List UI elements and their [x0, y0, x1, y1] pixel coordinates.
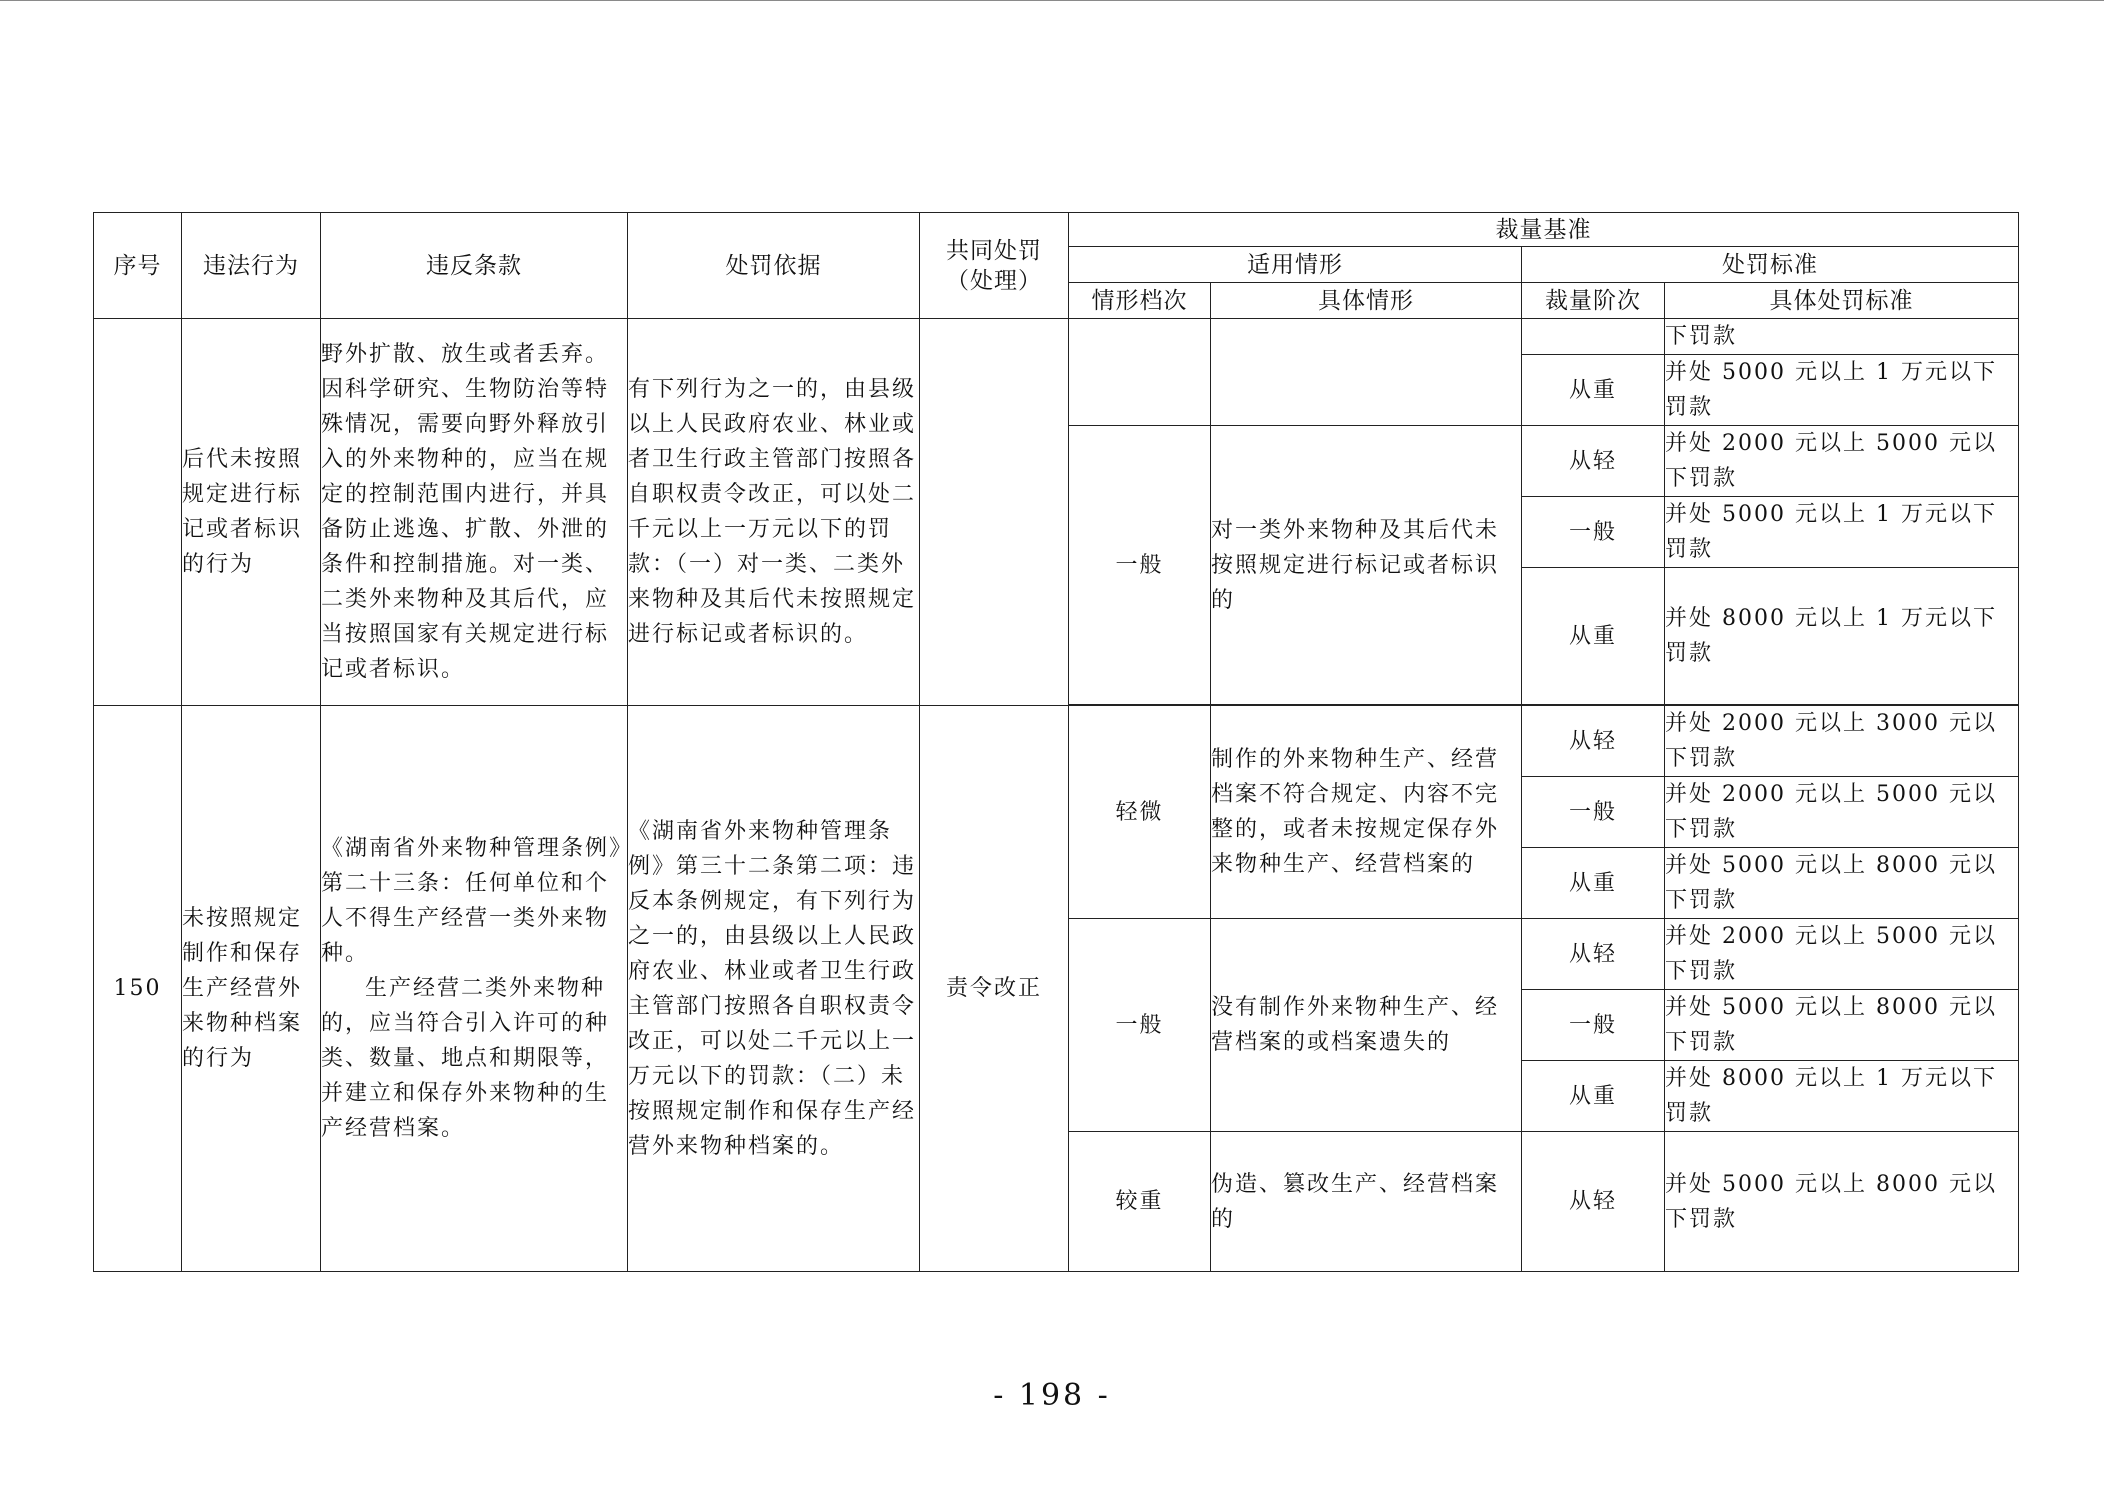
- situation-grade-cell: 较重: [1069, 1132, 1211, 1272]
- row-seq: 150: [94, 706, 182, 1272]
- clause-paragraph-2: 生产经营二类外来物种的，应当符合引入许可的种类、数量、地点和期限等，并建立和保存外来物种的生产经营档案。: [321, 976, 610, 1141]
- header-discretion-level: 裁量阶次: [1522, 283, 1665, 319]
- cont-violated-clause: 野外扩散、放生或者丢弃。因科学研究、生物防治等特殊情况，需要向野外释放引入的外来物种的，应当在规定的控制范围内进行，并具备防止逃逸、扩散、外泄的条件和控制措施。对一类、二类外来物种及其后代，应当按照国家有关规定进行标记或者标识。: [321, 319, 628, 706]
- penalty-standard-cell: 并处 5000 元以上 8000 元以下罚款: [1665, 848, 2019, 919]
- discretion-level-cell: 一般: [1522, 777, 1665, 848]
- discretion-level-cell: 一般: [1522, 497, 1665, 568]
- header-specific-situation: 具体情形: [1211, 283, 1522, 319]
- header-specific-penalty: 具体处罚标准: [1665, 283, 2019, 319]
- clause-paragraph-1: 《湖南省外来物种管理条例》第二十三条：任何单位和个人不得生产经营一类外来物种。: [321, 836, 623, 966]
- header-common-penalty: 共同处罚（处理）: [920, 213, 1069, 319]
- penalty-standard-cell: 并处 5000 元以上 8000 元以下罚款: [1665, 1132, 2019, 1272]
- row-penalty-basis: 《湖南省外来物种管理条例》第三十二条第二项：违反本条例规定，有下列行为之一的，由县级以上人民政府农业、林业或者卫生行政主管部门按照各自职权责令改正，可以处二千元以上一万元以下的罚款：（二）未按照规定制作和保存生产经营外来物种档案的。: [628, 706, 920, 1272]
- header-penalty-standard: 处罚标准: [1522, 247, 2019, 283]
- header-seq: 序号: [94, 213, 182, 319]
- specific-situation-cell: 没有制作外来物种生产、经营档案的或档案遗失的: [1211, 919, 1522, 1132]
- discretion-level-cell: 从轻: [1522, 706, 1665, 777]
- page-top-border: [0, 0, 2104, 1]
- table-row: [94, 319, 2019, 355]
- penalty-standard-cell: 并处 5000 元以上 1 万元以下罚款: [1665, 355, 2019, 426]
- discretion-level-cell: 从重: [1522, 848, 1665, 919]
- specific-situation-cell: 伪造、篡改生产、经营档案的: [1211, 1132, 1522, 1272]
- penalty-standard-cell: 并处 5000 元以上 1 万元以下罚款: [1665, 497, 2019, 568]
- table-row: [94, 706, 2019, 777]
- discretion-level-cell: 一般: [1522, 990, 1665, 1061]
- discretion-level-cell: 从轻: [1522, 919, 1665, 990]
- specific-situation-cell: 制作的外来物种生产、经营档案不符合规定、内容不完整的，或者未按规定保存外来物种生产、经营档案的: [1211, 706, 1522, 919]
- header-row-1: [94, 213, 2019, 247]
- cont-penalty-basis: 有下列行为之一的，由县级以上人民政府农业、林业或者卫生行政主管部门按照各自职权责令改正，可以处二千元以上一万元以下的罚款：（一）对一类、二类外来物种及其后代未按照规定进行标记或者标识的。: [628, 319, 920, 706]
- penalty-standard-cell: 并处 2000 元以上 5000 元以下罚款: [1665, 777, 2019, 848]
- discretion-level-cell: 从重: [1522, 355, 1665, 426]
- discretion-level-cell: 从重: [1522, 568, 1665, 705]
- situation-grade-cell: 一般: [1069, 919, 1211, 1132]
- specific-situation-cell: 对一类外来物种及其后代未按照规定进行标记或者标识的: [1211, 426, 1522, 705]
- discretion-level-cell: 从重: [1522, 1061, 1665, 1132]
- cont-violation: 后代未按照规定进行标记或者标识的行为: [182, 319, 321, 706]
- discretion-level-cell: 从轻: [1522, 1132, 1665, 1272]
- situation-grade-cell: 一般: [1069, 426, 1211, 705]
- page-number: - 198 -: [993, 1378, 1111, 1413]
- header-situation-level: 情形档次: [1069, 283, 1211, 319]
- situation-grade-cell: 轻微: [1069, 706, 1211, 919]
- penalty-standard-cell: 并处 8000 元以上 1 万元以下罚款: [1665, 1061, 2019, 1132]
- header-penalty-basis: 处罚依据: [628, 213, 920, 319]
- row-violation: 未按照规定制作和保存生产经营外来物种档案的行为: [182, 706, 321, 1272]
- penalty-standard-cell: 并处 5000 元以上 8000 元以下罚款: [1665, 990, 2019, 1061]
- penalty-standard-cell: 并处 2000 元以上 5000 元以下罚款: [1665, 919, 2019, 990]
- penalty-standard-cell: 并处 8000 元以上 1 万元以下罚款: [1665, 568, 2019, 705]
- discretion-level-cell: 从轻: [1522, 426, 1665, 497]
- header-violation: 违法行为: [182, 213, 321, 319]
- header-discretion-standard: 裁量基准: [1069, 213, 2019, 247]
- penalty-standard-cell: 并处 2000 元以上 3000 元以下罚款: [1665, 706, 2019, 777]
- row-violated-clause: [321, 706, 628, 1272]
- row-common-penalty: 责令改正: [920, 706, 1069, 1272]
- penalty-standard-cell: 并处 2000 元以上 5000 元以下罚款: [1665, 426, 2019, 497]
- header-applicable-situation: 适用情形: [1069, 247, 1522, 283]
- discretion-standard-table: [93, 212, 2019, 1272]
- header-violated-clause: 违反条款: [321, 213, 628, 319]
- penalty-standard-cell: 下罚款: [1665, 319, 2019, 355]
